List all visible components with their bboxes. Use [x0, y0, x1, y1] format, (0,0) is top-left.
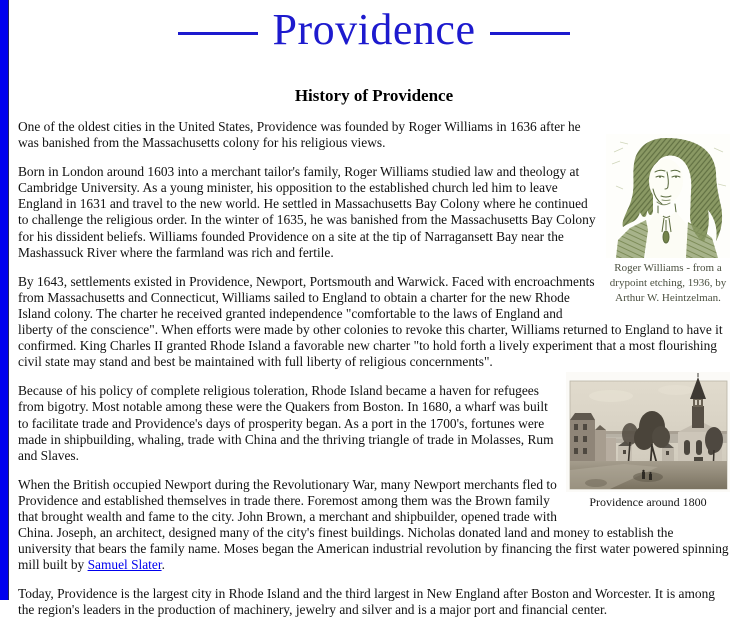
roger-williams-etching [606, 134, 730, 258]
providence-1800-painting [566, 372, 730, 492]
section-heading: History of Providence [294, 86, 454, 105]
page-header [18, 0, 730, 53]
title-rule-left [178, 32, 258, 35]
providence-1800-caption: Providence around 1800 [589, 495, 707, 510]
roger-williams-figure [606, 134, 730, 306]
paragraph-early-life: Born in London around 1603 into a merchant tailor's family, Roger Williams studied law and theology at Cambridge University. As a young minister, his opposition to the established church led him to leave England in 1631 and travel to the new world. He settled in Massachusetts Bay Colony where he continued to challenge the religious order. In the winter of 1635, he was banished from the Massachusetts Bay Colony for his dissident beliefs. Williams founded Providence on a site at the tip of Narragansett Bay near the Mashassuck River where the farmland was rich and fertile. [18, 164, 596, 260]
page-title: Providence [272, 5, 476, 54]
roger-williams-caption: Roger Williams - from a drypoint etching, 1936, by Arthur W. Heintzelman. [609, 262, 727, 304]
page-left-border [0, 0, 9, 600]
title-row [18, 0, 730, 53]
paragraph-intro: One of the oldest cities in the United States, Providence was founded by Roger Williams in 1636 after he was banished from the Massachusetts colony for his religious views. [18, 119, 581, 151]
paragraph-revolution-text: When the British occupied Newport during the Revolutionary War, many Newport merchants fled to Providence and established themselves in trade there. Foremost among them was the Brown family that brought wealth and fame to the city. John Brown, a merchant and shipbuilder, opened trade with China. Joseph, an architect, designed many of the city's finest buildings. Nicholas donated land and money to establish the university that bears the family name. Moses began the American industrial revolution by financing the first water powered spinning mill built by [18, 476, 729, 573]
page-content [18, 0, 730, 619]
title-rule-right [490, 32, 570, 35]
paragraph-charter: By 1643, settlements existed in Providence, Newport, Portsmouth and Warwick. Faced with encroachments from Massachusetts and Connecticut, Williams sailed to England to obtain a charter for the new Rhode Island colony. The charter he received granted independence "comfortable to the laws of England and liberty of the conscience". When efforts were made by other colonies to revoke this charter, Williams returned to England to have it confirmed. King Charles II granted Rhode Island a favorable new charter "to hold forth a lively experiment that a most flourishing civil state may stand and best be maintained with full liberty of religious concernments". [18, 273, 723, 370]
providence-1800-figure [566, 372, 730, 511]
paragraph-revolution-period: . [161, 557, 165, 573]
paragraph-today: Today, Providence is the largest city in Rhode Island and the third largest in New England after Boston and Worcester. It is among the region's leaders in the production of machinery, jewelry and silver and is a major port and financial center. [18, 586, 715, 618]
samuel-slater-link[interactable]: Samuel Slater [87, 557, 162, 573]
paragraph-toleration: Because of his policy of complete religious toleration, Rhode Island became a haven for refugees from bigotry. Most notable among these were the Quakers from Boston. In 1680, a wharf was built to facilitate trade and Providence's days of prosperity began. As a port in the 1700's, fortunes were made in shipbuilding, whaling, trade with China and the thriving triangle of trade in Molasses, Rum and Slaves. [18, 383, 554, 463]
